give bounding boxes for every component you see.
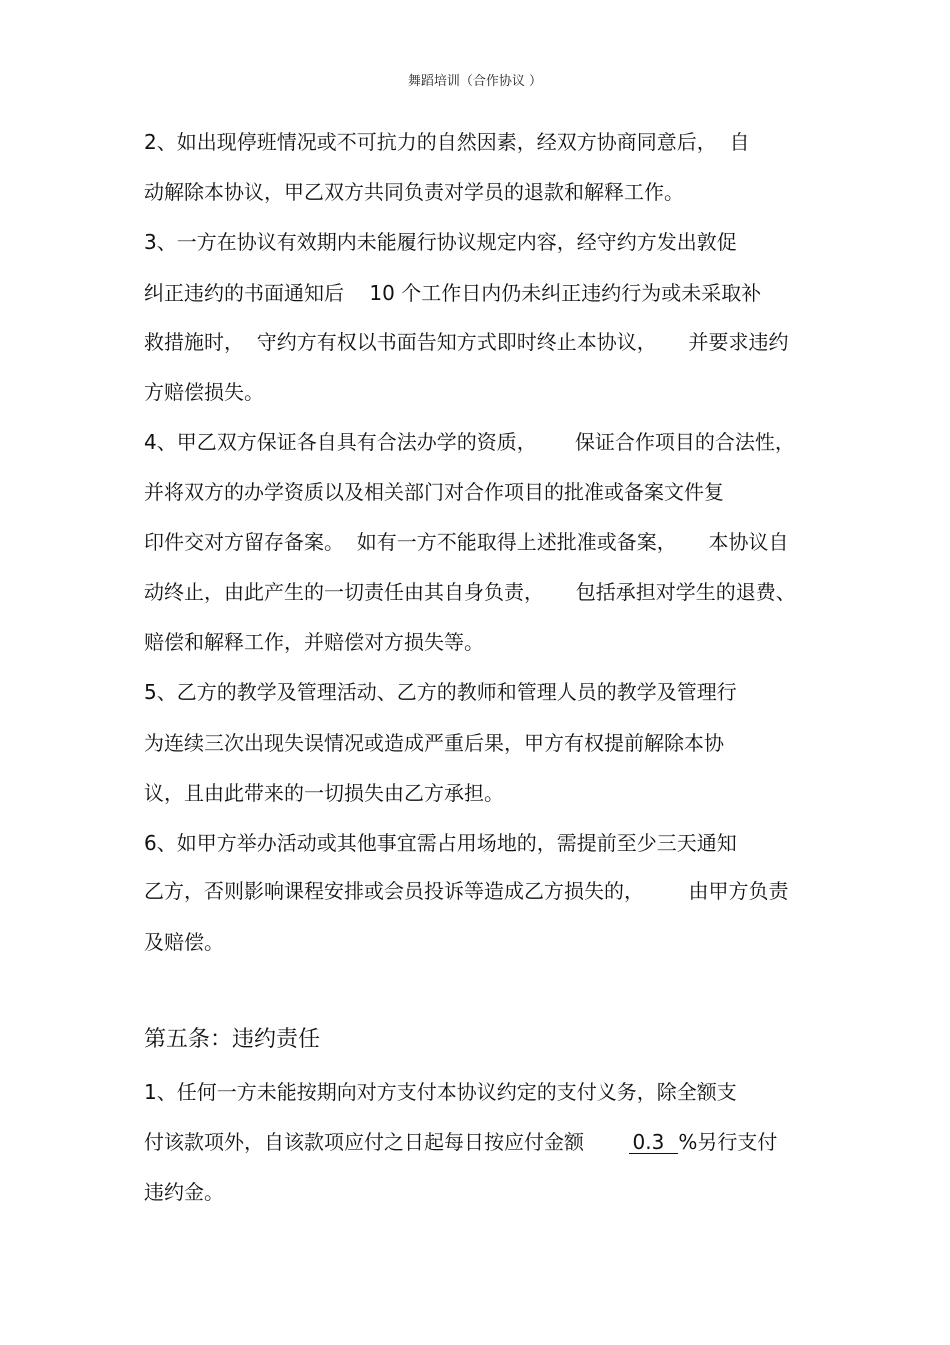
page-header: 舞蹈培训（合作协议 ） (407, 74, 543, 89)
clause-5-line-3: 议，且由此带来的一切损失由乙方承担。 (144, 781, 504, 805)
clause-4-line-2: 并将双方的办学资质以及相关部门对合作项目的批准或备案文件复 (144, 480, 724, 504)
clause-4-line-5: 赔偿和解释工作，并赔偿对方损失等。 (144, 630, 484, 654)
clause-3-line-3: 救措施时， 守约方有权以书面告知方式即时终止本协议， 并要求违约 (144, 330, 789, 354)
penalty-rate-blank: 0.3 (629, 1131, 679, 1154)
clause-6-line-3: 及赔偿。 (144, 930, 224, 954)
article-5-item-1-text-before: 付该款项外，自该款项应付之日起每日按应付金额 (144, 1130, 629, 1154)
clause-4-line-1: 4、甲乙双方保证各自具有合法办学的资质， 保证合作项目的合法性， (144, 430, 795, 454)
article-5-item-1-line-1: 1、任何一方未能按期向对方支付本协议约定的支付义务，除全额支 (144, 1080, 737, 1104)
clause-2-line-2: 动解除本协议，甲乙双方共同负责对学员的退款和解释工作。 (144, 180, 684, 204)
clause-5-line-1: 5、乙方的教学及管理活动、乙方的教师和管理人员的教学及管理行 (144, 680, 737, 704)
clause-6-line-2: 乙方，否则影响课程安排或会员投诉等造成乙方损失的， 由甲方负责 (144, 879, 789, 903)
clause-6-line-1: 6、如甲方举办活动或其他事宜需占用场地的，需提前至少三天通知 (144, 831, 737, 855)
clause-4-line-4: 动终止，由此产生的一切责任由其自身负责， 包括承担对学生的退费、 (144, 580, 796, 604)
clause-5-line-2: 为连续三次出现失误情况或造成严重后果，甲方有权提前解除本协 (144, 731, 724, 755)
clause-4-line-3: 印件交对方留存备案。 如有一方不能取得上述批准或备案， 本协议自 (144, 530, 789, 554)
clause-3-line-2: 纠正违约的书面通知后 10 个工作日内仍未纠正违约行为或未采取补 (144, 281, 762, 305)
article-5-title: 第五条：违约责任 (144, 1027, 321, 1052)
article-5-item-1-line-2 (144, 1130, 777, 1154)
clause-3-line-4: 方赔偿损失。 (144, 380, 264, 404)
clause-2-line-1: 2、如出现停班情况或不可抗力的自然因素，经双方协商同意后， 自 (144, 130, 750, 154)
clause-3-line-1: 3、一方在协议有效期内未能履行协议规定内容，经守约方发出敦促 (144, 230, 737, 254)
article-5-item-1-line-3: 违约金。 (144, 1180, 224, 1204)
article-5-item-1-text-after: %另行支付 (678, 1130, 778, 1154)
